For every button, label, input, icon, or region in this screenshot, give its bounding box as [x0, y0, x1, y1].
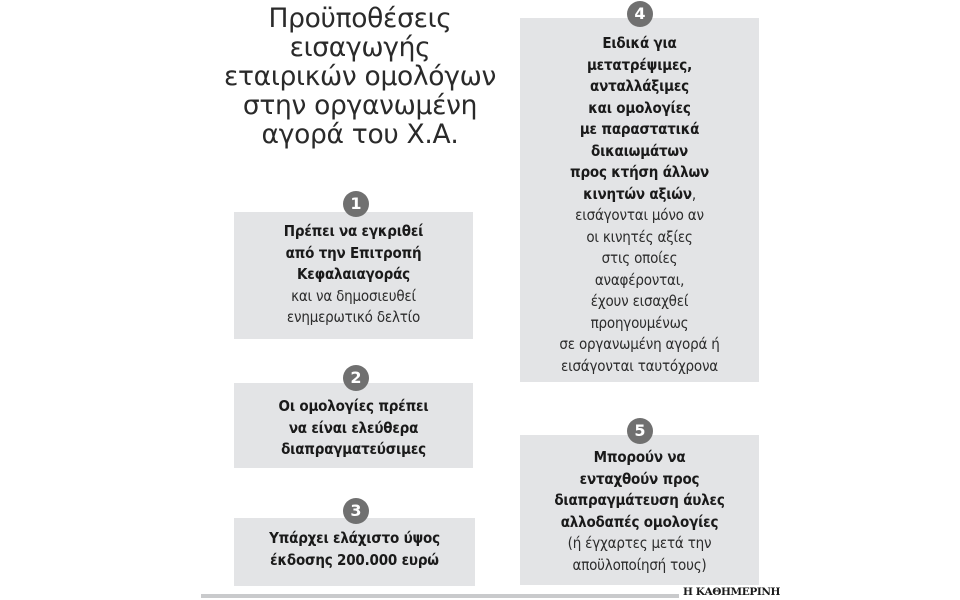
- title-line: εισαγωγής: [289, 32, 431, 63]
- condition-text-bold: Υπάρχει ελάχιστο ύψος: [269, 529, 440, 547]
- condition-text-bold: από την Επιτροπή: [285, 243, 422, 262]
- condition-text-bold: διαπραγμάτευση άυλες: [554, 491, 725, 509]
- condition-text-bold: Πρέπει να εγκριθεί: [283, 222, 424, 240]
- condition-text-bold: Ειδικά για: [602, 34, 677, 52]
- condition-text-bold: προς κτήση άλλων: [569, 163, 709, 181]
- condition-text-bold: ανταλλάξιμες: [590, 77, 689, 95]
- title-line: εταιρικών ομολόγων: [224, 61, 496, 92]
- publisher-logo: Η ΚΑΘΗΜΕΡΙΝΗ: [683, 586, 781, 598]
- condition-text-bold: αλλοδαπές ομολογίες: [560, 512, 719, 531]
- condition-text: εισάγονται μόνο αν: [575, 206, 704, 224]
- condition-text-bold: Οι ομολογίες πρέπει: [278, 397, 429, 415]
- condition-text: εισάγονται ταυτόχρονα: [560, 356, 718, 375]
- condition-text-bold: να είναι ελεύθερα: [288, 418, 419, 437]
- condition-text-bold: με παραστατικά: [579, 120, 700, 138]
- condition-text-bold: Μπορούν να: [593, 448, 686, 466]
- number-badge-5: 5: [627, 418, 653, 444]
- number-badge-2: 2: [343, 365, 369, 391]
- number-badge-1: 1: [343, 191, 369, 217]
- condition-text-bold: κινητών αξιών: [583, 184, 692, 203]
- title-line: Προϋποθέσεις: [268, 3, 452, 34]
- title-line: αγορά του Χ.Α.: [261, 119, 459, 150]
- condition-text-bold: ενταχθούν προς: [579, 469, 700, 488]
- condition-box-4: [520, 18, 759, 382]
- condition-text-bold: διαπραγματεύσιμες: [281, 440, 426, 458]
- footer-rule: [201, 594, 679, 598]
- condition-text: ενημερωτικό δελτίο: [286, 308, 421, 326]
- condition-box-1: [234, 212, 473, 339]
- condition-text: προηγουμένως: [590, 313, 689, 332]
- condition-text-mixed: [520, 184, 759, 206]
- punctuation: ,: [691, 184, 696, 203]
- condition-text: οι κινητές αξίες: [586, 227, 693, 246]
- condition-text: αποϋλοποίησή τους): [572, 555, 707, 574]
- number-badge-3: 3: [343, 498, 369, 524]
- title-line: στην οργανωμένη: [242, 90, 478, 121]
- condition-text: στις οποίες: [601, 249, 678, 267]
- number-badge-4: 4: [627, 1, 653, 27]
- condition-text-bold: δικαιωμάτων: [591, 141, 688, 160]
- condition-box-3: [234, 518, 475, 586]
- condition-box-5: [520, 435, 759, 585]
- condition-text: έχουν εισαχθεί: [590, 292, 689, 310]
- condition-text: και να δημοσιευθεί: [291, 286, 416, 305]
- condition-text-bold: μετατρέψιμες,: [586, 55, 693, 74]
- condition-box-2: [234, 383, 473, 468]
- condition-text-bold: και ομολογίες: [588, 98, 691, 117]
- condition-text-bold: Κεφαλαιαγοράς: [297, 265, 410, 283]
- condition-text: αναφέρονται,: [594, 270, 685, 289]
- condition-text: (ή έγχαρτες μετά την: [567, 534, 712, 552]
- condition-text-bold: έκδοσης 200.000 ευρώ: [270, 550, 439, 569]
- infographic-title: [205, 4, 515, 149]
- condition-text: σε οργανωμένη αγορά ή: [559, 335, 720, 353]
